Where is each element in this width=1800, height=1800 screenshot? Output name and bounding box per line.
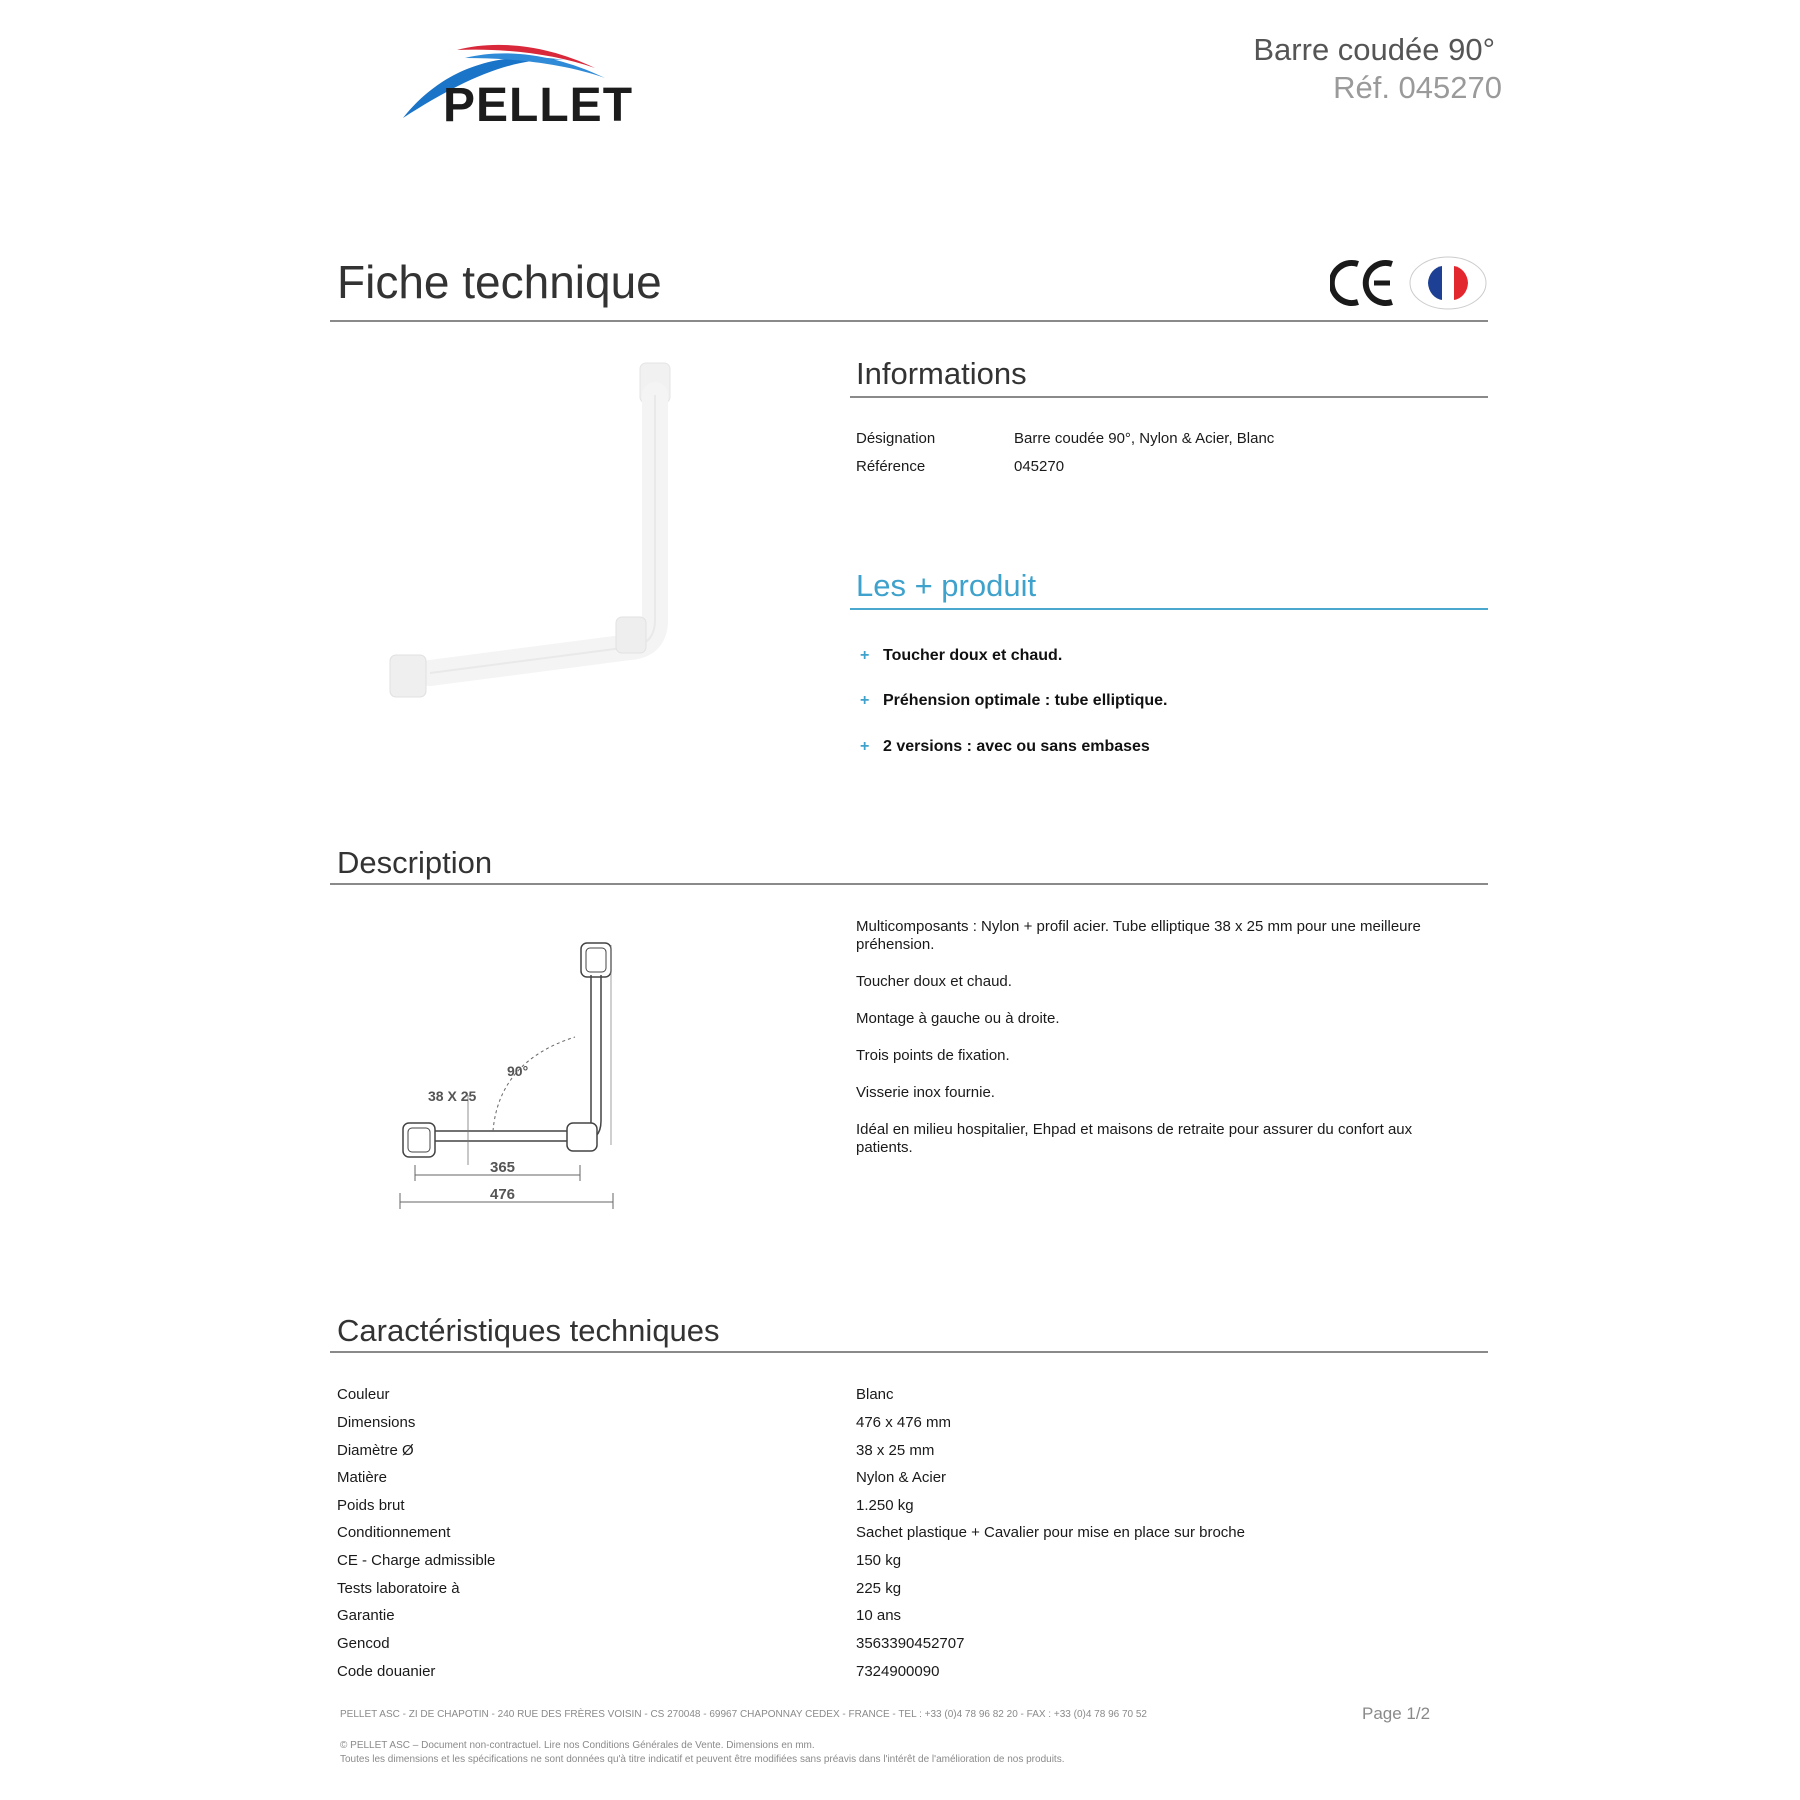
spec-label: Garantie [337,1607,395,1624]
page-title: Fiche technique [337,256,662,308]
title-divider [330,320,1488,322]
advantages-divider [850,608,1488,610]
plus-icon: + [860,692,870,709]
spec-value: 3563390452707 [856,1635,965,1652]
made-in-france-icon [1408,255,1488,316]
spec-label: Gencod [337,1635,390,1652]
drawing-label-inner: 365 [490,1159,516,1176]
spec-value: 150 kg [856,1552,902,1569]
footer-page-number: Page 1/2 [1362,1704,1431,1723]
advantage-item: Toucher doux et chaud. [883,647,1063,664]
info-label-designation: Désignation [856,430,936,447]
description-title: Description [337,845,493,880]
ce-mark-icon [1330,258,1400,313]
technical-drawing [395,935,635,1230]
description-paragraph: Visserie inox fournie. [856,1084,995,1101]
spec-label: Code douanier [337,1663,436,1680]
description-text [856,918,1456,1176]
header-product-title: Barre coudée 90° [1253,32,1495,67]
drawing-label-outer: 476 [490,1186,516,1203]
plus-icon: + [860,647,870,664]
drawing-label-section: 38 X 25 [428,1088,477,1104]
spec-value: 7324900090 [856,1663,940,1680]
spec-label: Matière [337,1469,388,1486]
spec-value: Sachet plastique + Cavalier pour mise en place sur broche [856,1524,1245,1541]
advantage-item: Préhension optimale : tube elliptique. [883,692,1168,709]
plus-icon: + [860,738,870,755]
spec-label: Conditionnement [337,1524,451,1541]
spec-value: 38 x 25 mm [856,1442,935,1459]
specs-title: Caractéristiques techniques [337,1313,720,1348]
spec-value: 476 x 476 mm [856,1414,952,1431]
footer-legal-line: © PELLET ASC – Document non-contractuel. Lire nos Conditions Générales de Vente. Dimensions en mm. [340,1740,815,1751]
spec-label: Diamètre Ø [337,1442,414,1459]
info-value-reference: 045270 [1014,458,1065,475]
advantages-title: Les + produit [856,568,1037,603]
description-paragraph: Trois points de fixation. [856,1047,1010,1064]
spec-label: Dimensions [337,1414,416,1431]
spec-label: Poids brut [337,1497,405,1514]
product-photo [380,355,720,710]
spec-label: CE - Charge admissible [337,1552,496,1569]
spec-value: Nylon & Acier [856,1469,947,1486]
header-product-ref: Réf. 045270 [1333,70,1502,105]
description-paragraph: Toucher doux et chaud. [856,973,1012,990]
specs-divider [330,1351,1488,1353]
description-paragraph: Montage à gauche ou à droite. [856,1010,1060,1027]
footer-legal [340,1739,1064,1767]
description-paragraph: Idéal en milieu hospitalier, Ehpad et maisons de retraite pour assurer du confort aux patients. [856,1121,1413,1156]
spec-label: Couleur [337,1386,390,1403]
spec-value: 10 ans [856,1607,902,1624]
spec-label: Tests laboratoire à [337,1580,460,1597]
spec-value: 225 kg [856,1580,902,1597]
drawing-label-angle: 90° [507,1063,529,1079]
description-paragraph: Multicomposants : Nylon + profil acier. Tube elliptique 38 x 25 mm pour une meilleure préhension. [856,918,1421,953]
brand-wordmark: PELLET [443,79,634,132]
informations-divider [850,396,1488,398]
informations-title: Informations [856,356,1027,391]
footer-address: PELLET ASC - ZI DE CHAPOTIN - 240 RUE DES FRÈRES VOISIN - CS 270048 - 69967 CHAPONNAY CEDEX - FRANCE - TEL : +33 (0)4 78 96 82 20 - FAX : +33 (0)4 78 96 70 52 [340,1709,1147,1720]
advantage-item: 2 versions : avec ou sans embases [883,738,1150,755]
spec-value: 1.250 kg [856,1497,914,1514]
info-label-reference: Référence [856,458,926,475]
spec-value: Blanc [856,1386,894,1403]
footer-legal-line: Toutes les dimensions et les spécifications ne sont données qu'à titre indicatif et peuvent être modifiées sans préavis dans l'intérêt de l'amélioration de nos produits. [340,1754,1065,1765]
description-divider [330,883,1488,885]
info-value-designation: Barre coudée 90°, Nylon & Acier, Blanc [1014,430,1275,447]
brand-logo [395,38,640,132]
